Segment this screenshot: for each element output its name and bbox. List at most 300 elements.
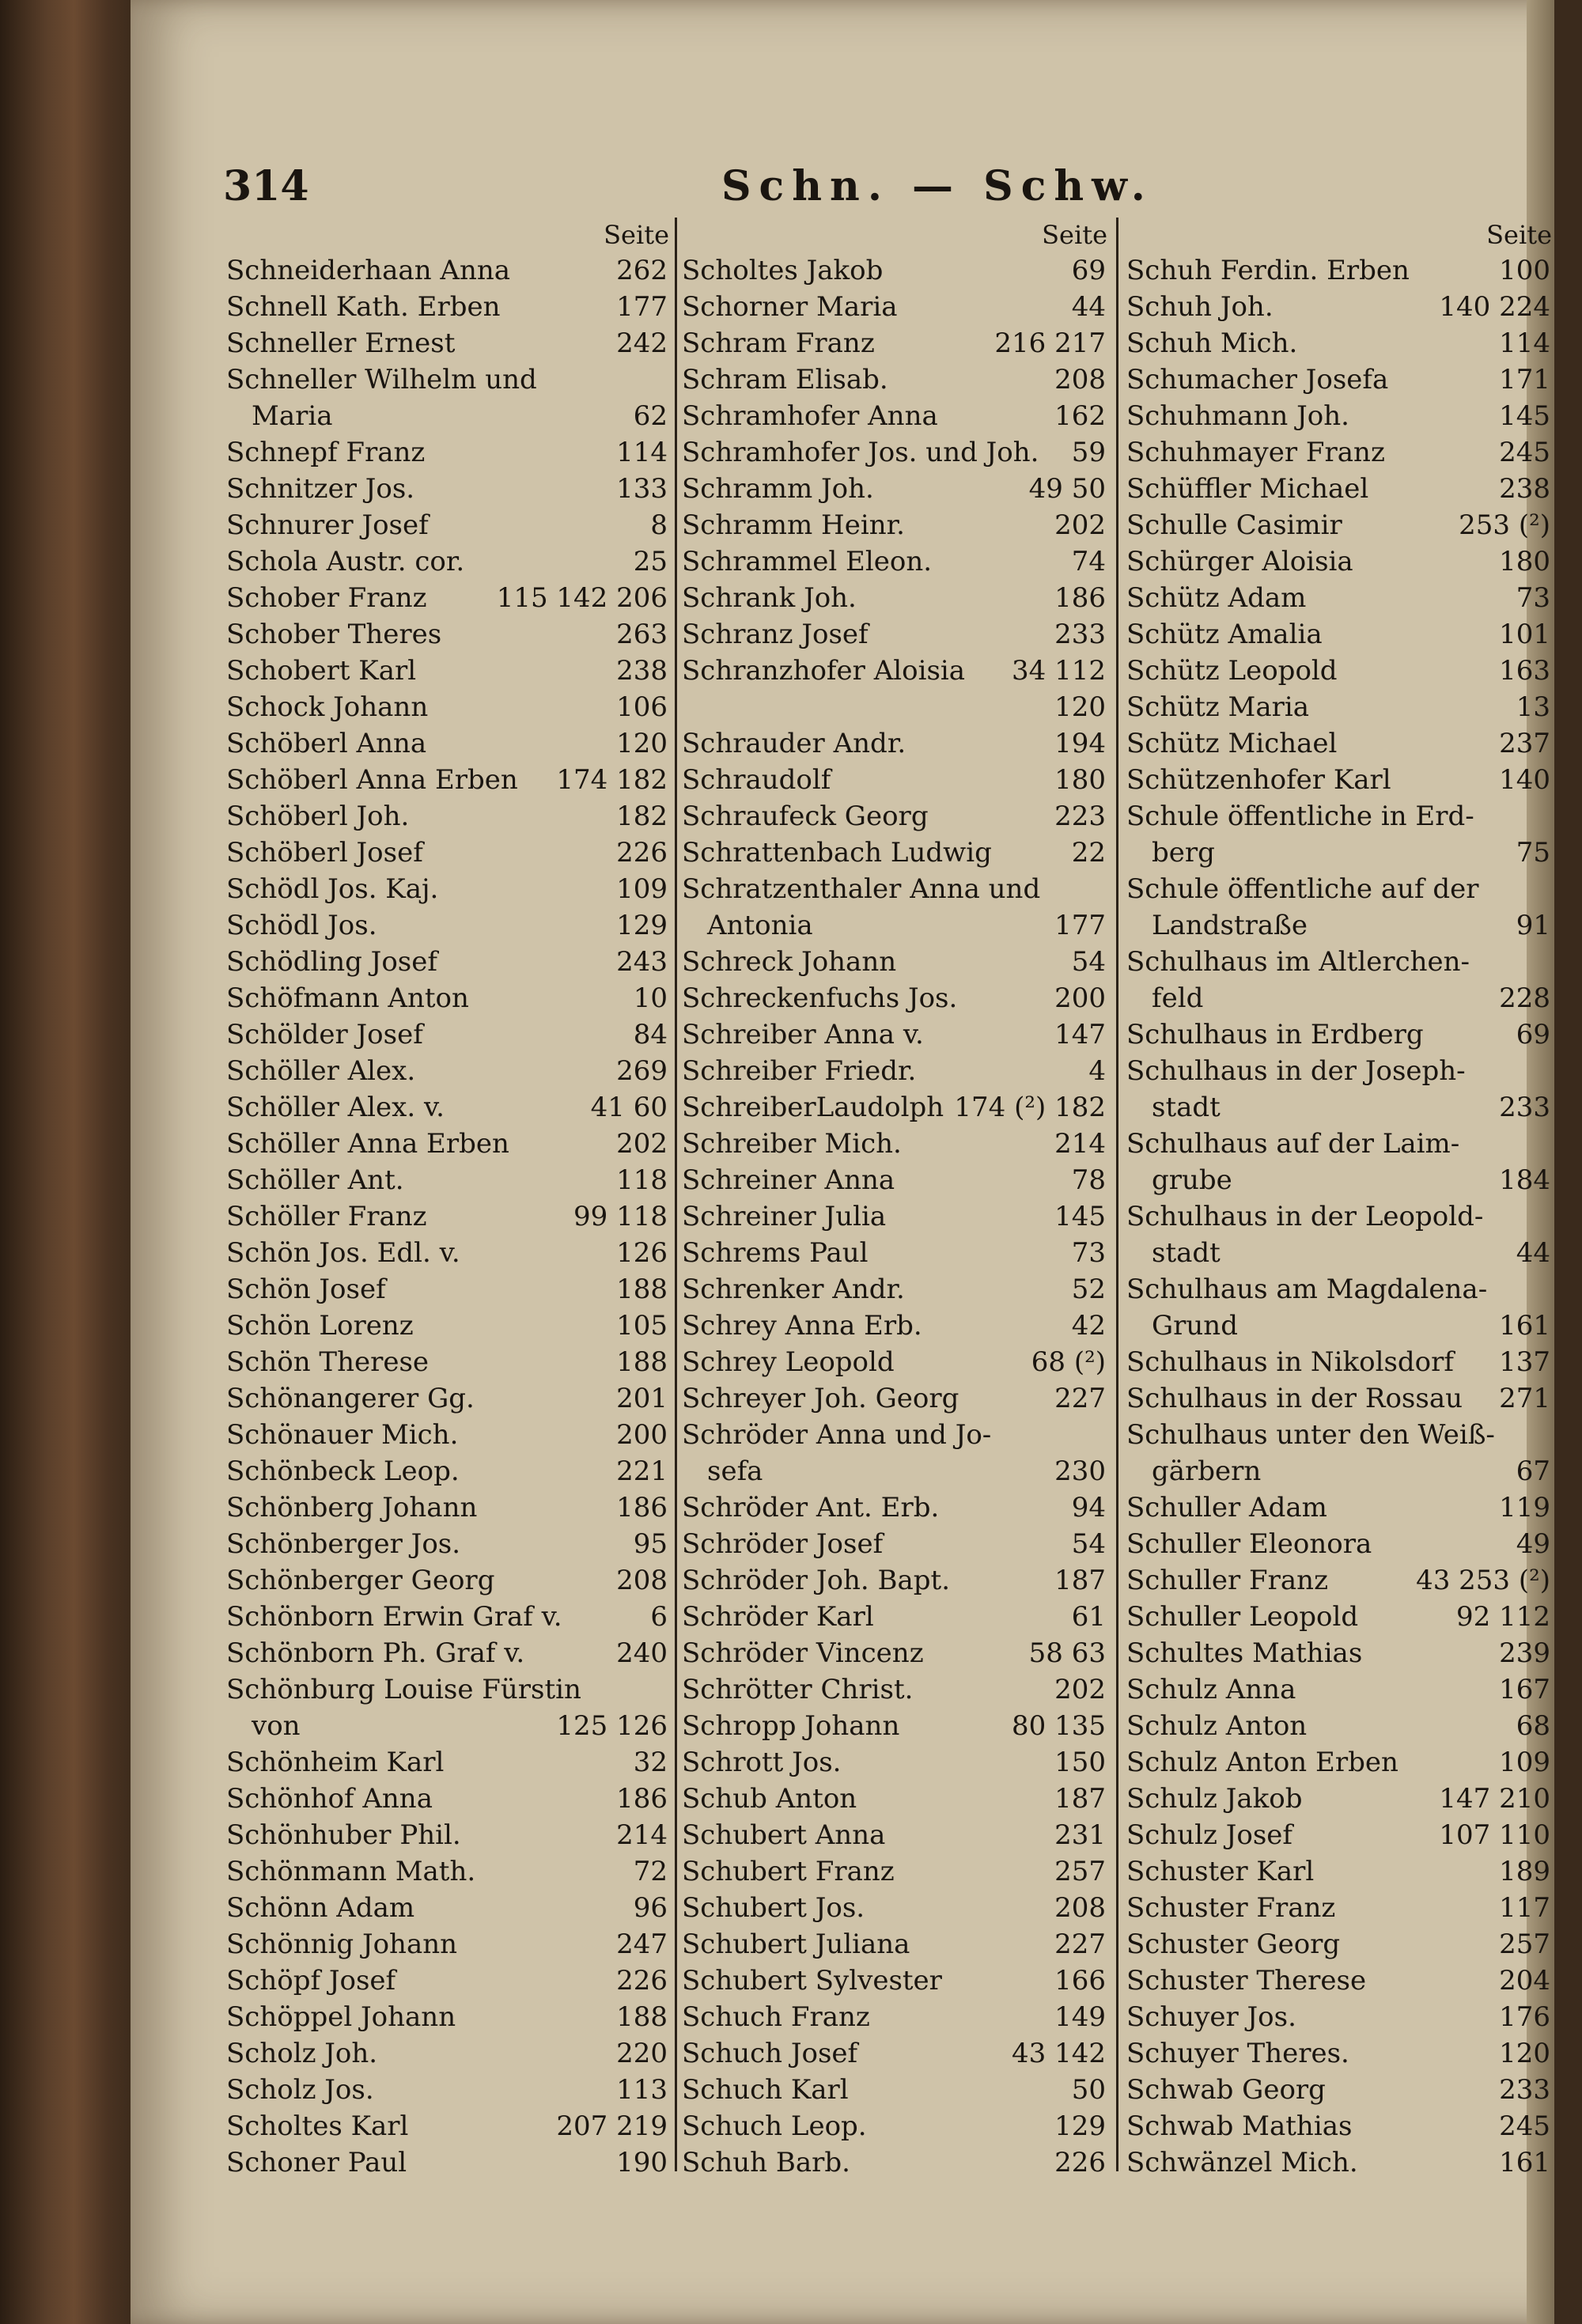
index-entry bbox=[223, 1526, 674, 1562]
index-entry bbox=[1123, 543, 1557, 580]
entry-name: Schödl Jos. bbox=[226, 910, 377, 941]
entry-pages: 166 bbox=[1054, 1965, 1106, 1997]
entry-name: Schröder Anna und Jo- bbox=[682, 1419, 992, 1451]
index-entry bbox=[223, 289, 674, 325]
entry-name: Schulhaus in Nikolsdorf bbox=[1126, 1346, 1454, 1378]
entry-pages: 180 bbox=[1499, 546, 1550, 577]
index-entry bbox=[1123, 471, 1557, 507]
entry-pages: 43 253 (²) bbox=[1416, 1565, 1550, 1596]
entry-name: Schreiner Anna bbox=[682, 1164, 895, 1196]
entry-name: Schulhaus in der Rossau bbox=[1126, 1383, 1463, 1414]
index-entry bbox=[1123, 398, 1557, 434]
entry-name: Schröder Vincenz bbox=[682, 1637, 924, 1669]
entry-name: Schönbeck Leop. bbox=[226, 1455, 460, 1487]
entry-pages: 180 bbox=[1054, 764, 1106, 796]
entry-pages: 233 bbox=[1499, 1092, 1550, 1123]
index-entry bbox=[223, 1198, 674, 1235]
entry-pages: 240 bbox=[616, 1637, 668, 1669]
entry-pages: 140 bbox=[1499, 764, 1550, 796]
index-entry bbox=[679, 2072, 1112, 2108]
index-entry bbox=[223, 471, 674, 507]
index-entry bbox=[1123, 1308, 1557, 1344]
index-entry bbox=[1123, 289, 1557, 325]
entry-pages: 149 bbox=[1054, 2001, 1106, 2033]
entry-pages: 221 bbox=[616, 1455, 668, 1487]
index-entry bbox=[1123, 944, 1557, 980]
entry-pages: 161 bbox=[1499, 2147, 1550, 2178]
entry-name: Schönberger Georg bbox=[226, 1565, 495, 1596]
entry-name: Schreck Johann bbox=[682, 946, 897, 978]
entry-name: von bbox=[252, 1710, 301, 1742]
entry-pages: 208 bbox=[1054, 1892, 1106, 1924]
entry-name: Schulz Josef bbox=[1126, 1819, 1292, 1851]
entry-pages: 202 bbox=[1054, 1674, 1106, 1705]
entry-name: Schönhof Anna bbox=[226, 1783, 433, 1815]
entry-pages: 107 110 bbox=[1439, 1819, 1550, 1851]
index-entry bbox=[223, 1016, 674, 1053]
page-number: 314 bbox=[223, 162, 309, 210]
index-entry bbox=[1123, 1817, 1557, 1853]
index-entry bbox=[1123, 1853, 1557, 1890]
entry-pages: 67 bbox=[1516, 1455, 1550, 1487]
book-spine bbox=[0, 0, 134, 2324]
entry-pages: 200 bbox=[616, 1419, 668, 1451]
entry-pages: 10 bbox=[633, 982, 668, 1014]
entry-name: Schönberger Jos. bbox=[226, 1528, 461, 1560]
index-entry bbox=[1123, 798, 1557, 835]
entry-pages: 208 bbox=[1054, 364, 1106, 396]
entry-name: Schuller Adam bbox=[1126, 1492, 1327, 1523]
entry-name: Schütz Leopold bbox=[1126, 655, 1338, 687]
entry-name: Schobert Karl bbox=[226, 655, 417, 687]
index-entry bbox=[223, 2035, 674, 2072]
entry-name: SchreiberLaudolph bbox=[682, 1092, 944, 1123]
entry-name: Landstraße bbox=[1152, 910, 1308, 941]
entry-pages: 69 bbox=[1071, 255, 1106, 286]
entry-pages: 186 bbox=[1054, 582, 1106, 614]
column-header: Seite bbox=[1486, 220, 1552, 250]
entry-name: Schuster Georg bbox=[1126, 1928, 1341, 1960]
entry-pages: 147 210 bbox=[1439, 1783, 1550, 1815]
entry-pages: 84 bbox=[633, 1019, 668, 1050]
index-entry bbox=[1123, 2035, 1557, 2072]
index-entry bbox=[1123, 361, 1557, 398]
index-entry bbox=[223, 1271, 674, 1308]
index-entry bbox=[223, 2144, 674, 2181]
index-entry bbox=[679, 471, 1112, 507]
index-entry bbox=[1123, 1053, 1557, 1089]
index-entry bbox=[223, 1708, 674, 1744]
entry-name: Schuyer Theres. bbox=[1126, 2038, 1349, 2069]
index-entry bbox=[1123, 1016, 1557, 1053]
entry-name: Schraufeck Georg bbox=[682, 801, 929, 832]
entry-pages: 41 60 bbox=[590, 1092, 668, 1123]
entry-name: Schönauer Mich. bbox=[226, 1419, 459, 1451]
index-entry bbox=[223, 835, 674, 871]
entry-name: Schöller Alex. v. bbox=[226, 1092, 445, 1123]
index-entry bbox=[1123, 1417, 1557, 1453]
entry-name: Schön Jos. Edl. v. bbox=[226, 1237, 460, 1269]
entry-name: Schuster Therese bbox=[1126, 1965, 1367, 1997]
index-entry bbox=[679, 1016, 1112, 1053]
index-entry bbox=[679, 1198, 1112, 1235]
entry-name: Scholtes Karl bbox=[226, 2110, 409, 2142]
entry-name: Schrems Paul bbox=[682, 1237, 869, 1269]
entry-name: Schwab Georg bbox=[1126, 2074, 1326, 2106]
index-entry bbox=[679, 1599, 1112, 1635]
entry-name: Schuh Ferdin. Erben bbox=[1126, 255, 1410, 286]
index-entry bbox=[223, 1162, 674, 1198]
entry-pages: 189 bbox=[1499, 1856, 1550, 1887]
entry-name: Schub Anton bbox=[682, 1783, 857, 1815]
entry-pages: 227 bbox=[1054, 1383, 1106, 1414]
index-column-2 bbox=[679, 218, 1112, 2179]
index-entry bbox=[679, 1562, 1112, 1599]
index-entry bbox=[679, 871, 1112, 907]
entry-name: Schrauder Andr. bbox=[682, 728, 906, 759]
entry-pages: 239 bbox=[1499, 1637, 1550, 1669]
entry-name: Schreyer Joh. Georg bbox=[682, 1383, 959, 1414]
entry-pages: 109 bbox=[1499, 1747, 1550, 1778]
entry-pages: 133 bbox=[616, 473, 668, 505]
entry-pages: 204 bbox=[1499, 1965, 1550, 1997]
entry-name: Schropp Johann bbox=[682, 1710, 900, 1742]
entry-pages: 238 bbox=[616, 655, 668, 687]
entry-name: Scholtes Jakob bbox=[682, 255, 884, 286]
entry-name: Schuster Karl bbox=[1126, 1856, 1315, 1887]
index-entry bbox=[223, 1599, 674, 1635]
entry-name: Schütz Amalia bbox=[1126, 619, 1323, 650]
index-entry bbox=[679, 1671, 1112, 1708]
entry-name: gärbern bbox=[1152, 1455, 1262, 1487]
entry-name: Schönmann Math. bbox=[226, 1856, 476, 1887]
entry-name: Schödling Josef bbox=[226, 946, 437, 978]
index-entry bbox=[223, 1380, 674, 1417]
index-entry bbox=[223, 653, 674, 689]
entry-name: Schuch Karl bbox=[682, 2074, 849, 2106]
entry-pages: 62 bbox=[633, 400, 668, 432]
index-entry bbox=[1123, 1089, 1557, 1126]
index-entry bbox=[679, 507, 1112, 543]
entry-pages: 202 bbox=[1054, 509, 1106, 541]
index-entry bbox=[223, 1926, 674, 1963]
entry-pages: 92 112 bbox=[1456, 1601, 1550, 1633]
entry-name: Schola Austr. cor. bbox=[226, 546, 465, 577]
entry-name: Schorner Maria bbox=[682, 291, 898, 323]
entry-pages: 80 135 bbox=[1012, 1710, 1106, 1742]
entry-pages: 6 bbox=[650, 1601, 668, 1633]
index-entry bbox=[679, 2108, 1112, 2144]
entry-name: Schultes Mathias bbox=[1126, 1637, 1363, 1669]
entry-pages: 271 bbox=[1499, 1383, 1550, 1414]
entry-pages: 207 219 bbox=[556, 2110, 668, 2142]
index-entry bbox=[679, 252, 1112, 289]
entry-pages: 226 bbox=[616, 1965, 668, 1997]
entry-pages: 245 bbox=[1499, 437, 1550, 468]
entry-name: Schütz Michael bbox=[1126, 728, 1338, 759]
column-divider bbox=[1116, 218, 1118, 2171]
entry-name: Schubert Jos. bbox=[682, 1892, 865, 1924]
index-entry bbox=[223, 1089, 674, 1126]
entry-name: Schödl Jos. Kaj. bbox=[226, 873, 439, 905]
entry-pages: 177 bbox=[1054, 910, 1106, 941]
entry-name: Schubert Franz bbox=[682, 1856, 895, 1887]
index-entry bbox=[223, 1853, 674, 1890]
entry-pages: 238 bbox=[1499, 473, 1550, 505]
entry-pages: 25 bbox=[633, 546, 668, 577]
index-entry bbox=[1123, 1126, 1557, 1162]
index-entry bbox=[1123, 1489, 1557, 1526]
entry-pages: 54 bbox=[1071, 1528, 1106, 1560]
entry-pages: 226 bbox=[616, 837, 668, 869]
index-entry bbox=[679, 653, 1112, 689]
entry-pages: 216 217 bbox=[994, 327, 1106, 359]
index-entry bbox=[679, 1963, 1112, 1999]
index-entry bbox=[679, 398, 1112, 434]
entry-pages: 201 bbox=[616, 1383, 668, 1414]
entry-name: Grund bbox=[1152, 1310, 1238, 1342]
entry-pages: 230 bbox=[1054, 1455, 1106, 1487]
index-entry bbox=[223, 907, 674, 944]
running-title: Schn. — Schw. bbox=[721, 162, 1153, 210]
entry-name: Schuch Josef bbox=[682, 2038, 858, 2069]
entry-name: grube bbox=[1152, 1164, 1232, 1196]
entry-pages: 237 bbox=[1499, 728, 1550, 759]
entry-name: Schützenhofer Karl bbox=[1126, 764, 1391, 796]
index-entry bbox=[679, 762, 1112, 798]
index-entry bbox=[223, 1308, 674, 1344]
index-entry bbox=[1123, 1635, 1557, 1671]
index-entry bbox=[1123, 1562, 1557, 1599]
entry-name: Schuller Eleonora bbox=[1126, 1528, 1372, 1560]
entry-name: Schöller Anna Erben bbox=[226, 1128, 509, 1160]
entry-name: Schreiner Julia bbox=[682, 1201, 887, 1232]
entry-name: Schrattenbach Ludwig bbox=[682, 837, 992, 869]
index-entry bbox=[223, 580, 674, 616]
entry-pages: 182 bbox=[616, 801, 668, 832]
entry-name: Schuyer Jos. bbox=[1126, 2001, 1296, 2033]
entry-name: Schram Franz bbox=[682, 327, 875, 359]
column-header: Seite bbox=[604, 220, 669, 250]
entry-pages: 114 bbox=[616, 437, 668, 468]
entry-name: stadt bbox=[1152, 1237, 1221, 1269]
entry-pages: 120 bbox=[1499, 2038, 1550, 2069]
entry-name: Schröder Karl bbox=[682, 1601, 874, 1633]
entry-pages: 106 bbox=[616, 691, 668, 723]
index-entry bbox=[1123, 1344, 1557, 1380]
index-entry bbox=[679, 580, 1112, 616]
entry-name: Schreiber Friedr. bbox=[682, 1055, 917, 1087]
index-entry bbox=[223, 507, 674, 543]
index-entry bbox=[1123, 1963, 1557, 1999]
entry-name: Schrey Anna Erb. bbox=[682, 1310, 922, 1342]
index-entry bbox=[1123, 1198, 1557, 1235]
entry-name: Schöller Franz bbox=[226, 1201, 427, 1232]
entry-pages: 140 224 bbox=[1439, 291, 1550, 323]
entry-pages: 72 bbox=[633, 1856, 668, 1887]
index-entry bbox=[1123, 507, 1557, 543]
entry-name: Schrenker Andr. bbox=[682, 1274, 905, 1305]
index-entry bbox=[223, 252, 674, 289]
index-entry bbox=[679, 1126, 1112, 1162]
index-entry bbox=[223, 762, 674, 798]
entry-name: Schrott Jos. bbox=[682, 1747, 842, 1778]
entry-name: Schneller Wilhelm und bbox=[226, 364, 537, 396]
index-entry bbox=[1123, 1708, 1557, 1744]
index-entry bbox=[679, 1089, 1112, 1126]
entry-name: Schranzhofer Aloisia bbox=[682, 655, 966, 687]
entry-pages: 220 bbox=[616, 2038, 668, 2069]
entry-pages: 73 bbox=[1516, 582, 1550, 614]
index-entry bbox=[223, 361, 674, 398]
entry-pages: 101 bbox=[1499, 619, 1550, 650]
entry-name: Schock Johann bbox=[226, 691, 429, 723]
index-entry bbox=[223, 543, 674, 580]
index-entry bbox=[679, 944, 1112, 980]
entry-name: Antonia bbox=[707, 910, 813, 941]
index-entry bbox=[679, 725, 1112, 762]
index-entry bbox=[223, 944, 674, 980]
entry-name: Schnitzer Jos. bbox=[226, 473, 415, 505]
entry-pages: 61 bbox=[1071, 1601, 1106, 1633]
entry-name: Schulhaus unter den Weiß- bbox=[1126, 1419, 1495, 1451]
entry-pages: 177 bbox=[616, 291, 668, 323]
index-entry bbox=[1123, 1453, 1557, 1489]
entry-name: Schöberl Anna bbox=[226, 728, 427, 759]
entry-pages: 68 bbox=[1516, 1710, 1550, 1742]
entry-name: Schröder Joh. Bapt. bbox=[682, 1565, 951, 1596]
entry-pages: 243 bbox=[616, 946, 668, 978]
entry-name: Schöberl Joh. bbox=[226, 801, 410, 832]
entry-pages: 242 bbox=[616, 327, 668, 359]
index-entry bbox=[223, 1890, 674, 1926]
entry-name: Schnepf Franz bbox=[226, 437, 426, 468]
entry-pages: 147 bbox=[1054, 1019, 1106, 1050]
entry-name: Schreiber Anna v. bbox=[682, 1019, 924, 1050]
entry-pages: 174 182 bbox=[556, 764, 668, 796]
entry-name: Schröder Josef bbox=[682, 1528, 884, 1560]
index-entry bbox=[1123, 653, 1557, 689]
entry-pages: 188 bbox=[616, 1274, 668, 1305]
entry-pages: 44 bbox=[1516, 1237, 1550, 1269]
entry-pages: 233 bbox=[1499, 2074, 1550, 2106]
entry-name: Schramhofer Anna bbox=[682, 400, 938, 432]
index-entry bbox=[679, 1380, 1112, 1417]
index-entry bbox=[679, 1744, 1112, 1781]
entry-pages: 120 bbox=[616, 728, 668, 759]
index-entry bbox=[223, 1235, 674, 1271]
index-entry bbox=[223, 980, 674, 1016]
index-entry bbox=[1123, 2108, 1557, 2144]
index-entry bbox=[223, 398, 674, 434]
index-entry bbox=[1123, 871, 1557, 907]
entry-name: Schrötter Christ. bbox=[682, 1674, 914, 1705]
entry-pages: 4 bbox=[1088, 1055, 1106, 1087]
entry-pages: 186 bbox=[616, 1783, 668, 1815]
entry-name: Schönnig Johann bbox=[226, 1928, 458, 1960]
entry-name: Schönheim Karl bbox=[226, 1747, 445, 1778]
entry-name: Schuch Franz bbox=[682, 2001, 870, 2033]
entry-name: Schuller Leopold bbox=[1126, 1601, 1359, 1633]
entry-pages: 161 bbox=[1499, 1310, 1550, 1342]
entry-pages: 202 bbox=[616, 1128, 668, 1160]
entry-pages: 214 bbox=[616, 1819, 668, 1851]
entry-pages: 269 bbox=[616, 1055, 668, 1087]
entry-name: Schwab Mathias bbox=[1126, 2110, 1353, 2142]
entry-pages: 194 bbox=[1054, 728, 1106, 759]
entry-name: Schuhmann Joh. bbox=[1126, 400, 1349, 432]
entry-pages: 32 bbox=[633, 1747, 668, 1778]
entry-pages: 245 bbox=[1499, 2110, 1550, 2142]
entry-name: Schrey Leopold bbox=[682, 1346, 895, 1378]
entry-name: Schuh Mich. bbox=[1126, 327, 1298, 359]
index-entry bbox=[1123, 1671, 1557, 1708]
index-entry bbox=[679, 616, 1112, 653]
entry-name: Maria bbox=[252, 400, 333, 432]
entry-name: Schubert Juliana bbox=[682, 1928, 910, 1960]
index-entry bbox=[223, 1671, 674, 1708]
entry-name: Schönburg Louise Fürstin bbox=[226, 1674, 581, 1705]
entry-pages: 187 bbox=[1054, 1783, 1106, 1815]
index-entry bbox=[1123, 1781, 1557, 1817]
index-entry bbox=[1123, 1380, 1557, 1417]
entry-name: Schnurer Josef bbox=[226, 509, 429, 541]
entry-name: Schönborn Ph. Graf v. bbox=[226, 1637, 525, 1669]
entry-name: Schuhmayer Franz bbox=[1126, 437, 1385, 468]
index-entry bbox=[1123, 2144, 1557, 2181]
entry-name: Schulz Anna bbox=[1126, 1674, 1296, 1705]
entry-pages: 109 bbox=[616, 873, 668, 905]
entry-pages: 52 bbox=[1071, 1274, 1106, 1305]
entry-pages: 150 bbox=[1054, 1747, 1106, 1778]
entry-name: Schule öffentliche auf der bbox=[1126, 873, 1479, 905]
entry-pages: 74 bbox=[1071, 546, 1106, 577]
entry-pages: 69 bbox=[1516, 1019, 1550, 1050]
entry-name: Schreckenfuchs Jos. bbox=[682, 982, 958, 1014]
entry-pages: 115 142 206 bbox=[496, 582, 668, 614]
entry-name: Schnell Kath. Erben bbox=[226, 291, 501, 323]
index-entry bbox=[223, 1999, 674, 2035]
entry-pages: 99 118 bbox=[573, 1201, 668, 1232]
index-entry bbox=[1123, 1162, 1557, 1198]
index-entry bbox=[223, 1635, 674, 1671]
index-entry bbox=[679, 2144, 1112, 2181]
entry-name: Schubert Sylvester bbox=[682, 1965, 942, 1997]
entry-name: Schuh Barb. bbox=[682, 2147, 850, 2178]
index-entry bbox=[1123, 2072, 1557, 2108]
entry-name: Schulz Anton Erben bbox=[1126, 1747, 1398, 1778]
entry-name: Schumacher Josefa bbox=[1126, 364, 1389, 396]
entry-pages: 94 bbox=[1071, 1492, 1106, 1523]
index-entry bbox=[679, 1489, 1112, 1526]
index-entry bbox=[679, 1453, 1112, 1489]
entry-pages: 129 bbox=[1054, 2110, 1106, 2142]
entry-name: Schulhaus in Erdberg bbox=[1126, 1019, 1424, 1050]
entry-pages: 129 bbox=[616, 910, 668, 941]
entry-name: Schöller Alex. bbox=[226, 1055, 416, 1087]
entry-name: Schönhuber Phil. bbox=[226, 1819, 461, 1851]
entry-name: Schulhaus in der Leopold- bbox=[1126, 1201, 1484, 1232]
entry-pages: 227 bbox=[1054, 1928, 1106, 1960]
index-entry bbox=[679, 1235, 1112, 1271]
entry-name: Schöberl Josef bbox=[226, 837, 423, 869]
entry-pages: 54 bbox=[1071, 946, 1106, 978]
entry-name: Scholz Joh. bbox=[226, 2038, 378, 2069]
entry-name: Schütz Maria bbox=[1126, 691, 1309, 723]
entry-pages: 119 bbox=[1499, 1492, 1550, 1523]
entry-pages: 34 112 bbox=[1012, 655, 1106, 687]
index-entry bbox=[223, 689, 674, 725]
